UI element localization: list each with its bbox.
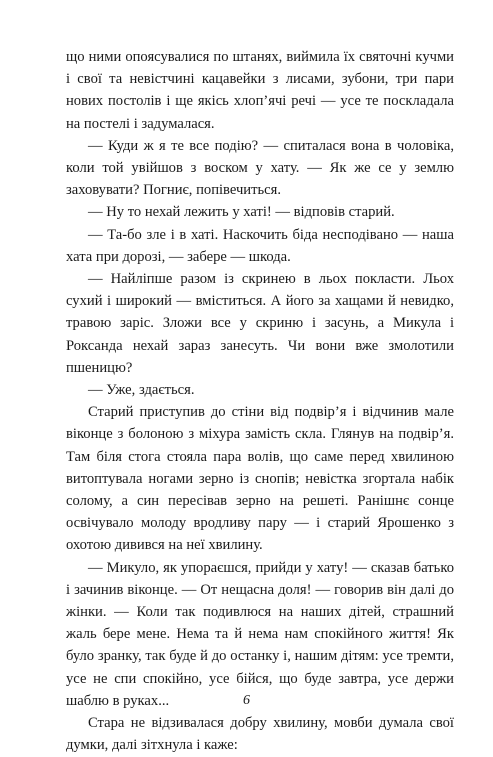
- paragraph-narration: Старий приступив до стіни від подвір’я і відчинив мале віконце з болоною з міхура замість скла. Глянув на подвір’я. Там біля стога стояла пара волів, що саме перед хвилиною витоптувала ногами зерно із снопів; невістка згортала набік солому, а син пересівав зерно на решеті. Ранішнє сонце освічувало молоду вродливу пару — і старий Ярошенко з охотою дивився на неї хвилину.: [66, 404, 454, 554]
- paragraph-dialogue: — Куди ж я те все подію? — спиталася вона в чоловіка, коли той увійшов з воском у хату. — Як же се у землю заховувати? Погниє, попівечиться.: [66, 137, 454, 199]
- page-number: 6: [243, 693, 250, 708]
- paragraph-dialogue: — Уже, здається.: [88, 382, 195, 399]
- body-text: [66, 46, 454, 757]
- paragraph-narration: Стара не відзивалася добру хвилину, мовби думала свої думки, далі зітхнула і каже:: [66, 715, 454, 754]
- paragraph-dialogue: — Та-бо зле і в хаті. Наскочить біда несподівано — наша хата при дорозі, — забере — шкода.: [66, 226, 454, 265]
- paragraph-dialogue: — Найліпше разом із скринею в льох покласти. Льох сухий і широкий — вміститься. А його за хащами й невидко, травою заріс. Зложи все у скриню і засунь, а Микула і Роксанда нехай зараз занесуть. Чи вони вже змолотили пшеницю?: [66, 271, 454, 376]
- paragraph-continued: що ними опоясувалися по штанях, виймила їх святочні кучми і свої та невістчині кацавейки з лисами, зубони, три пари нових постолів і ще якісь хлоп’ячі речі — усе те поскладала на постелі і задумалася.: [66, 49, 454, 132]
- paragraph-dialogue: — Микуло, як упораєшся, прийди у хату! — сказав батько і зачинив віконце. — От нещасна доля! — говорив він далі до жінки. — Коли так подивлюся на наших дітей, страшний жаль бере мене. Нема та й нема нам спокійного життя! Як було зранку, так буде й до останку і, нашим дітям: усе тремти, усе не спи спокійно, усе бійся, що буде завтра, усе держи шаблю в руках...: [66, 559, 454, 709]
- paragraph-dialogue: — Ну то нехай лежить у хаті! — відповів старий.: [88, 204, 395, 221]
